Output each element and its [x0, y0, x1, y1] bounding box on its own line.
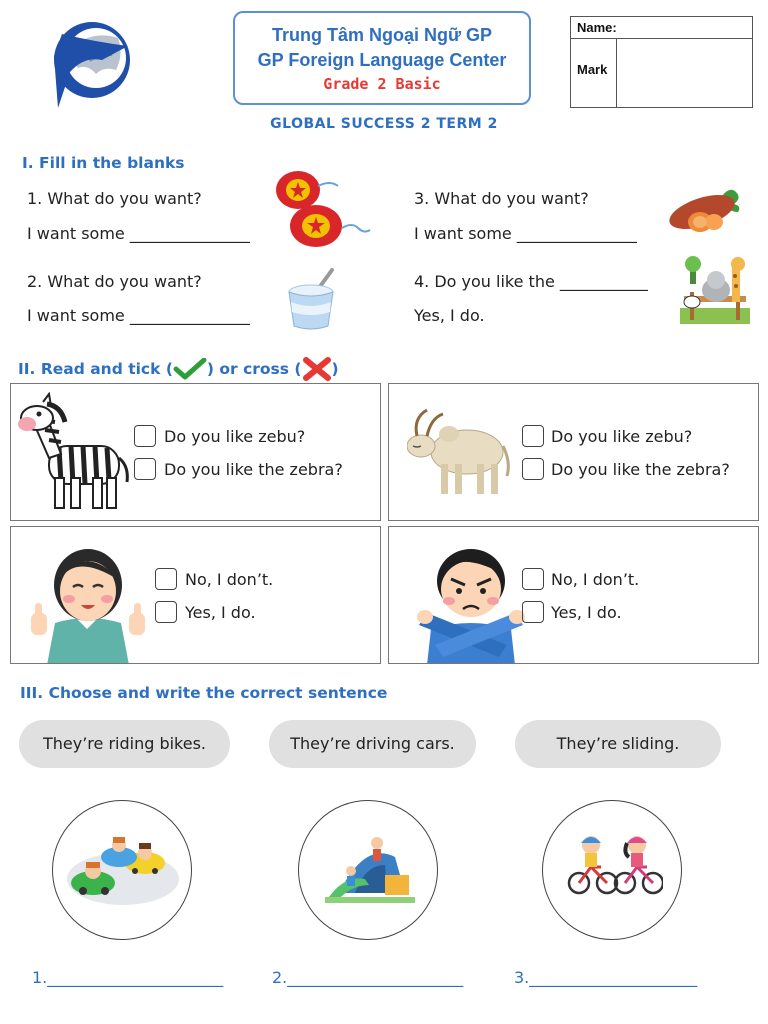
- picture-circle-2: [298, 800, 438, 940]
- option-text: Do you like zebu?: [551, 427, 693, 446]
- answer-line-3: I want some _______________: [414, 224, 637, 243]
- zebu-icon: [407, 402, 511, 502]
- cross-mark-icon: [302, 357, 332, 381]
- checkbox-yes-2[interactable]: [522, 601, 544, 623]
- checkbox-zebu-2[interactable]: [522, 425, 544, 447]
- zoo-animals-icon: [680, 256, 750, 326]
- yogurt-icon: [286, 268, 340, 332]
- yoyo-icon: [272, 168, 372, 248]
- center-title-box: [233, 11, 531, 105]
- answer-line-2: I want some _______________: [27, 306, 250, 325]
- question-2: 2. What do you want?: [27, 272, 202, 291]
- sentence-option-3[interactable]: They’re sliding.: [515, 720, 721, 768]
- option-text: No, I don’t.: [185, 570, 274, 589]
- tick-panel-zebu: [388, 383, 759, 521]
- checkbox-zebra-1[interactable]: [134, 458, 156, 480]
- option-text: Do you like the zebra?: [164, 460, 343, 479]
- name-mark-box: [570, 16, 753, 108]
- answer-line-sentence-1[interactable]: 1.______________________: [32, 968, 224, 987]
- option-text: Yes, I do.: [551, 603, 622, 622]
- sentence-option-2[interactable]: They’re driving cars.: [269, 720, 476, 768]
- check-mark-icon: [173, 358, 207, 380]
- sentence-option-1[interactable]: They’re riding bikes.: [19, 720, 230, 768]
- grade-label: Grade 2 Basic: [323, 75, 441, 93]
- option-text: No, I don’t.: [551, 570, 640, 589]
- option-text: Yes, I do.: [185, 603, 256, 622]
- bumper-cars-icon: [63, 829, 181, 913]
- answer-line-sentence-3[interactable]: 3._____________________: [514, 968, 698, 987]
- name-label: Name:: [577, 20, 617, 35]
- section-2-title-middle: ) or cross (: [206, 360, 302, 378]
- section-2-title-suffix: ): [331, 360, 339, 378]
- question-4: 4. Do you like the ___________: [414, 272, 648, 291]
- checkbox-zebu-1[interactable]: [134, 425, 156, 447]
- center-logo: [44, 16, 136, 112]
- option-text: Do you like the zebra?: [551, 460, 730, 479]
- answer-line-1: I want some _______________: [27, 224, 250, 243]
- slide-icon: [325, 835, 415, 905]
- mark-label: Mark: [577, 62, 608, 77]
- series-title: GLOBAL SUCCESS 2 TERM 2: [270, 116, 498, 132]
- option-text: Do you like zebu?: [164, 427, 306, 446]
- section-2-title: [18, 357, 339, 381]
- tick-panel-zebra: [10, 383, 381, 521]
- question-1: 1. What do you want?: [27, 189, 202, 208]
- angry-boy-crossed-arms-icon: [415, 533, 527, 663]
- answer-line-4: Yes, I do.: [414, 306, 485, 325]
- checkbox-zebra-2[interactable]: [522, 458, 544, 480]
- picture-circle-3: [542, 800, 682, 940]
- center-name-english: GP Foreign Language Center: [257, 50, 507, 70]
- question-3: 3. What do you want?: [414, 189, 589, 208]
- checkbox-no-1[interactable]: [155, 568, 177, 590]
- picture-circle-1: [52, 800, 192, 940]
- zebra-icon: [15, 392, 133, 514]
- section-1-title: I. Fill in the blanks: [22, 154, 185, 172]
- section-3-title: III. Choose and write the correct sentence: [20, 684, 388, 702]
- bike-riders-icon: [567, 831, 663, 897]
- sweet-potato-icon: [664, 186, 744, 240]
- happy-girl-thumbs-up-icon: [25, 533, 151, 663]
- center-name-vietnamese: Trung Tâm Ngoại Ngữ GP: [271, 25, 493, 45]
- section-2-title-prefix: II. Read and tick (: [18, 360, 173, 378]
- answer-line-sentence-2[interactable]: 2.______________________: [272, 968, 464, 987]
- checkbox-yes-1[interactable]: [155, 601, 177, 623]
- tick-panel-angry-boy: [388, 526, 759, 664]
- tick-panel-happy-girl: [10, 526, 381, 664]
- checkbox-no-2[interactable]: [522, 568, 544, 590]
